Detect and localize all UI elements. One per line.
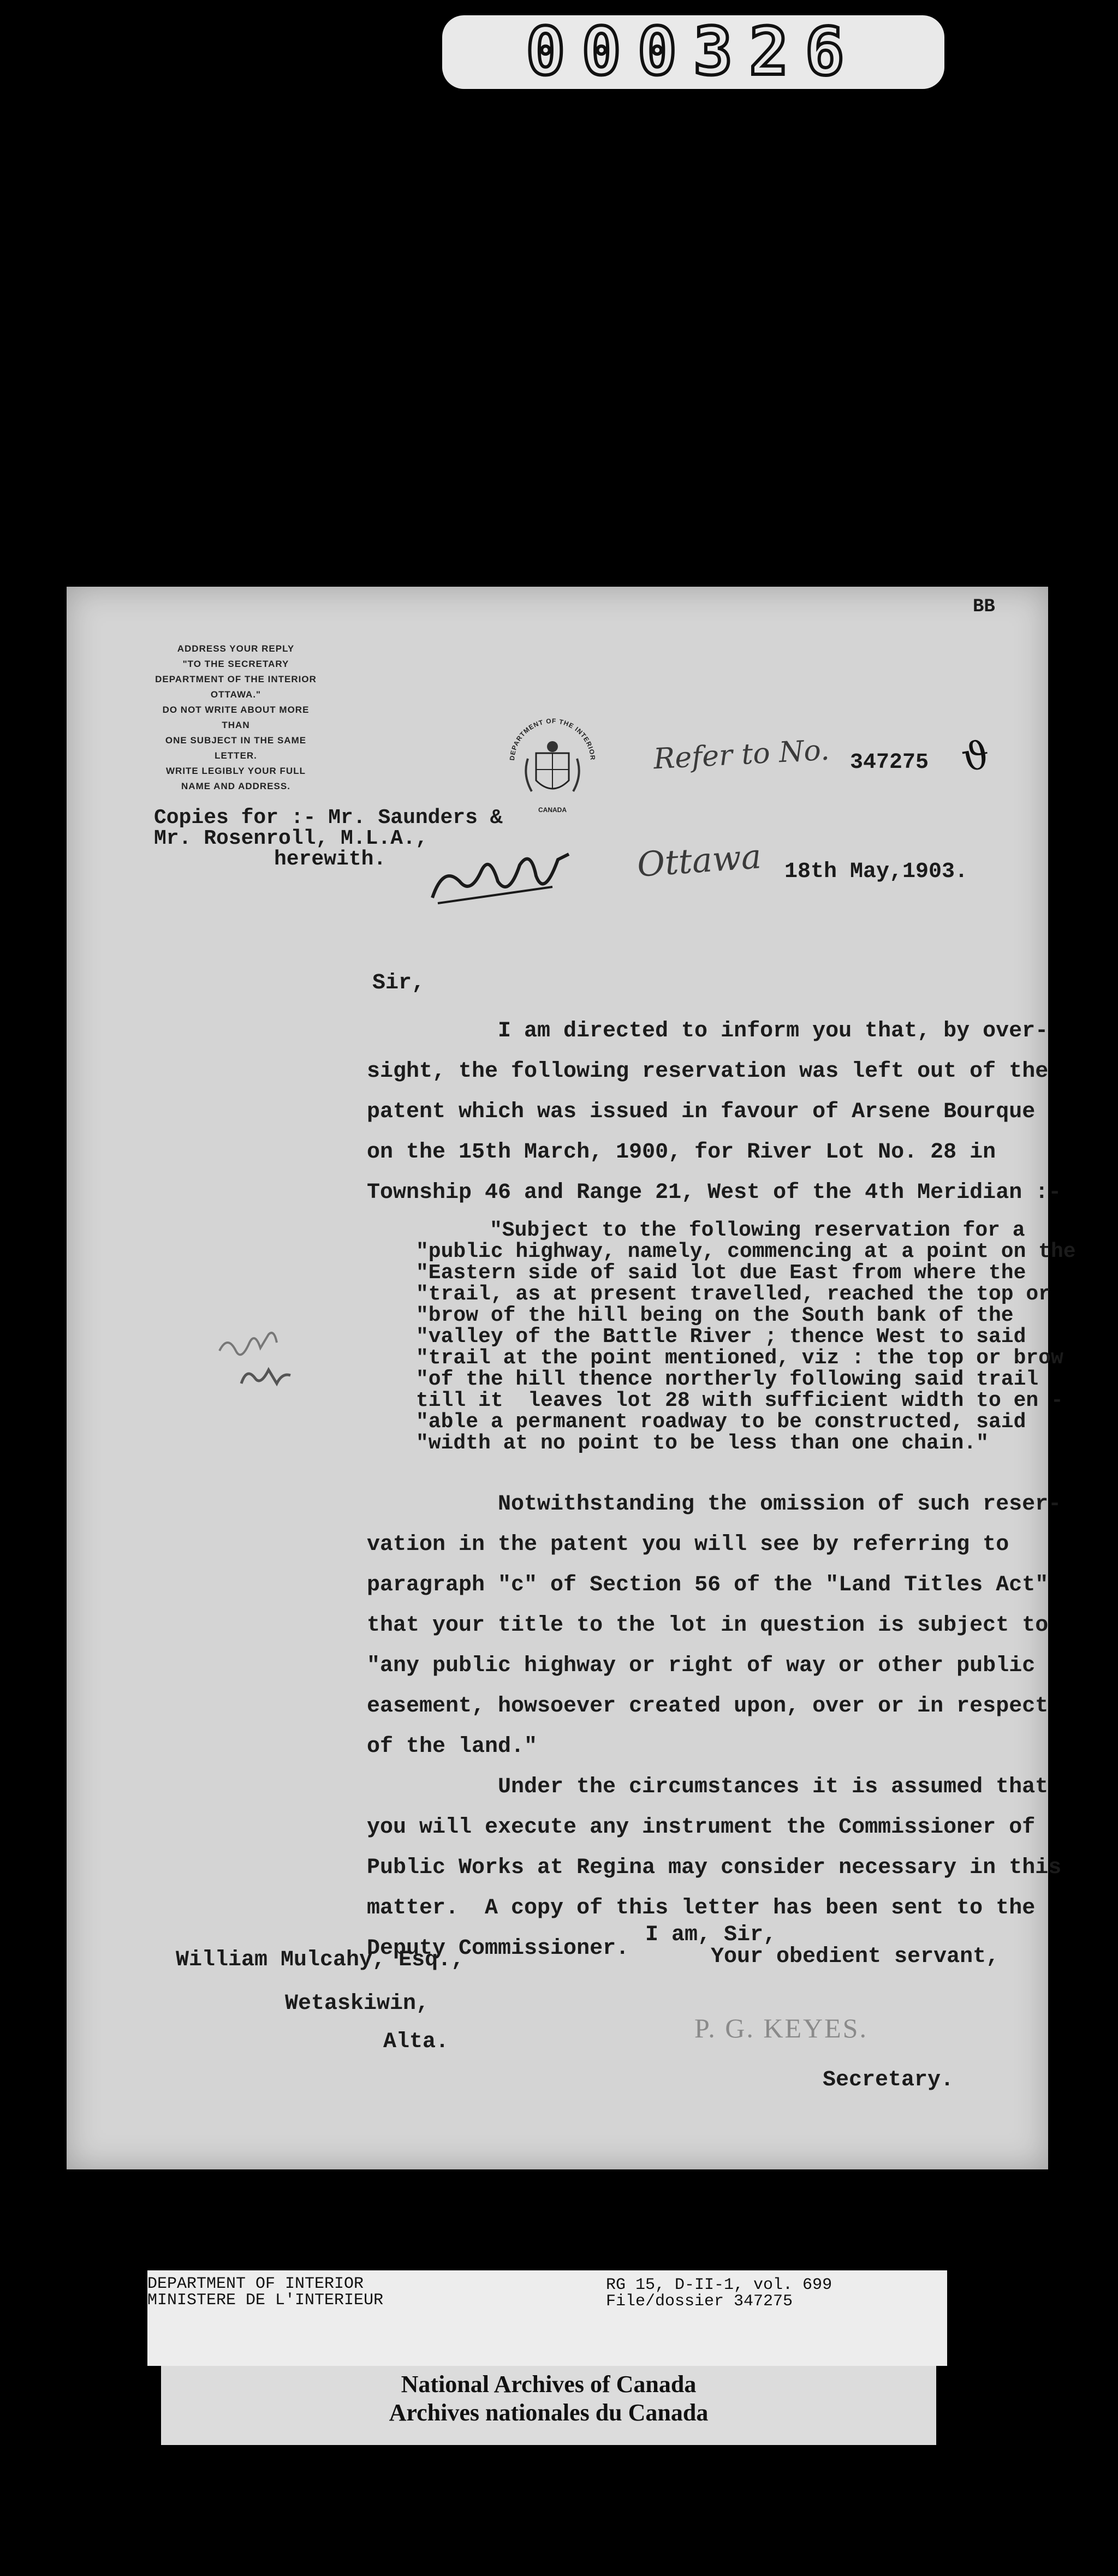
quote-line: till it leaves lot 28 with sufficient width to en - bbox=[416, 1389, 1063, 1412]
address-line: DO NOT WRITE ABOUT MORE THAN bbox=[162, 705, 310, 730]
body-line: easement, howsoever created upon, over or in respect bbox=[367, 1694, 1049, 1719]
department-seal bbox=[498, 709, 607, 819]
body-line: matter. A copy of this letter has been sent to the bbox=[367, 1896, 1036, 1921]
quote-line: "trail at the point mentioned, viz : the top or brow bbox=[416, 1346, 1063, 1370]
closing-line: Your obedient servant, bbox=[711, 1945, 1000, 1969]
copies-line: herewith. bbox=[274, 848, 386, 871]
address-line: ADDRESS YOUR REPLY bbox=[177, 643, 295, 654]
place: Ottawa bbox=[635, 836, 763, 885]
body-line: patent which was issued in favour of Arsene Bourque bbox=[367, 1100, 1036, 1124]
handwritten-initials-icon bbox=[427, 843, 580, 909]
archives-fr: Archives nationales du Canada bbox=[389, 2399, 709, 2426]
seal-text-top: DEPARTMENT OF THE INTERIOR bbox=[508, 717, 597, 761]
handwritten-mark-icon: ϑ bbox=[958, 732, 993, 781]
reservation-quote bbox=[416, 1220, 1076, 1454]
copies-line: Copies for :- Mr. Saunders & bbox=[154, 806, 503, 830]
body-line: I am directed to inform you that, by over- bbox=[498, 1019, 1049, 1043]
refer-number: 347275 bbox=[850, 750, 929, 775]
addressee-name: William Mulcahy, Esq., bbox=[176, 1948, 465, 1972]
addressee-province: Alta. bbox=[383, 2030, 449, 2054]
body-line: Under the circumstances it is assumed that bbox=[498, 1775, 1049, 1799]
body-line: Notwithstanding the omission of such reser- bbox=[498, 1492, 1062, 1517]
margin-note-icon bbox=[209, 1318, 318, 1400]
address-line: OTTAWA." bbox=[210, 689, 261, 700]
page-mark: BB bbox=[973, 597, 995, 617]
quote-line: "width at no point to be less than one chain." bbox=[416, 1432, 989, 1455]
body-line: on the 15th March, 1900, for River Lot No. 28 in bbox=[367, 1140, 996, 1165]
address-line: "TO THE SECRETARY bbox=[182, 659, 289, 669]
address-line: ONE SUBJECT IN THE SAME LETTER. bbox=[165, 735, 307, 761]
address-line: WRITE LEGIBLY YOUR FULL bbox=[166, 766, 306, 776]
archives-label bbox=[161, 2366, 936, 2445]
quote-line: "public highway, namely, commencing at a point on the bbox=[416, 1240, 1076, 1263]
frame-number-label bbox=[442, 15, 944, 89]
addressee-town: Wetaskiwin, bbox=[285, 1991, 430, 2016]
body-line: Township 46 and Range 21, West of the 4th Meridian :- bbox=[367, 1180, 1062, 1205]
body-line: vation in the patent you will see by referring to bbox=[367, 1533, 1009, 1557]
seal-text-bottom: CANADA bbox=[538, 806, 567, 814]
archive-ref-1: RG 15, D-II-1, vol. 699 bbox=[606, 2276, 832, 2294]
archive-reference-label bbox=[147, 2270, 947, 2366]
dept-fr: MINISTERE DE L'INTERIEUR bbox=[147, 2291, 384, 2310]
body-line: Public Works at Regina may consider necessary in this bbox=[367, 1856, 1062, 1880]
paragraph-2 bbox=[367, 1484, 1061, 1767]
body-line: Deputy Commissioner. bbox=[367, 1936, 629, 1961]
signature-stamp: P. G. KEYES. bbox=[694, 2013, 868, 2043]
quote-line: "trail, as at present travelled, reached the top or bbox=[416, 1283, 1051, 1306]
body-line: "any public highway or right of way or other public bbox=[367, 1654, 1036, 1678]
letter-page bbox=[67, 587, 1076, 2169]
archives-en: National Archives of Canada bbox=[401, 2371, 697, 2398]
body-line: of the land." bbox=[367, 1734, 538, 1759]
body-line: paragraph "c" of Section 56 of the "Land Titles Act" bbox=[367, 1573, 1049, 1597]
archive-ref-2: File/dossier 347275 bbox=[606, 2292, 793, 2311]
paragraph-1 bbox=[367, 1011, 1061, 1213]
date: 18th May,1903. bbox=[784, 860, 968, 884]
body-line: sight, the following reservation was left out of the bbox=[367, 1059, 1049, 1084]
signer-title: Secretary. bbox=[823, 2068, 954, 2092]
quote-line: "able a permanent roadway to be constructed, said bbox=[416, 1410, 1026, 1434]
quote-line: "valley of the Battle River ; thence West to said bbox=[416, 1325, 1026, 1349]
address-line: DEPARTMENT OF THE INTERIOR bbox=[155, 674, 317, 684]
quote-line: "brow of the hill being on the South bank of the bbox=[416, 1304, 1014, 1327]
quote-line: "of the hill thence northerly following said trail bbox=[416, 1368, 1039, 1391]
address-line: NAME AND ADDRESS. bbox=[181, 781, 290, 791]
dept-en: DEPARTMENT OF INTERIOR bbox=[147, 2275, 364, 2293]
quote-line: "Eastern side of said lot due East from where the bbox=[416, 1261, 1026, 1285]
body-line: that your title to the lot in question is subject to bbox=[367, 1613, 1049, 1638]
refer-label: Refer to No. bbox=[652, 734, 830, 776]
salutation: Sir, bbox=[372, 971, 425, 995]
copies-line: Mr. Rosenroll, M.L.A., bbox=[154, 827, 428, 850]
frame-number: 000326 bbox=[526, 14, 861, 90]
closing-line: I am, Sir, bbox=[645, 1923, 777, 1947]
body-line: you will execute any instrument the Commissioner of bbox=[367, 1815, 1036, 1840]
address-block bbox=[148, 641, 323, 794]
quote-line: "Subject to the following reservation for a bbox=[490, 1219, 1025, 1242]
